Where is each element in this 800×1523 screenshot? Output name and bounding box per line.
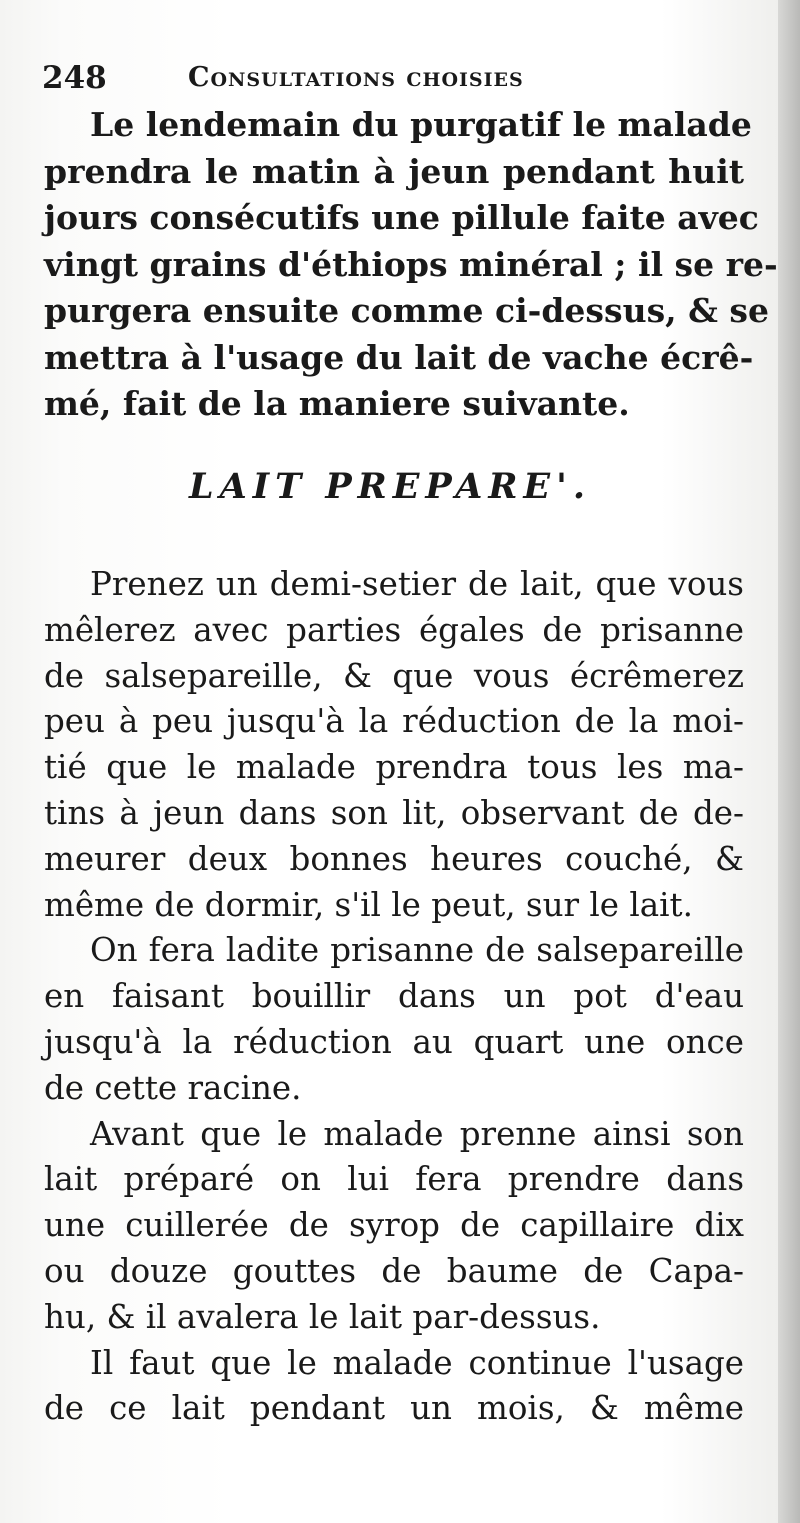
text-line: de salsepareille, & que vous écrêmerez — [44, 656, 744, 695]
text-line: Avant que le malade prenne ainsi son — [90, 1114, 744, 1153]
text-line: peu à peu jusqu'à la réduction de la moi- — [44, 702, 744, 741]
paragraph-1 — [44, 102, 778, 428]
text-line: même de dormir, s'il le peut, sur le lait. — [44, 885, 693, 924]
running-head: Consultations choisies — [188, 62, 524, 93]
text-line: On fera ladite prisanne de salsepareille — [90, 931, 744, 970]
text-line: mettra à l'usage du lait de vache écrê- — [44, 337, 754, 377]
text-line: jours consécutifs une pillule faite avec — [44, 198, 759, 237]
page-edge-shadow — [778, 0, 800, 1523]
paragraph-5 — [44, 1341, 744, 1433]
text-line: mêlerez avec parties égales de prisanne — [44, 610, 744, 649]
text-line: lait préparé on lui fera prendre dans — [44, 1160, 744, 1199]
paragraph-4 — [44, 1112, 744, 1341]
text-line: vingt grains d'éthiops minéral ; il se re- — [44, 244, 778, 284]
text-line: Le lendemain du purgatif le malade — [90, 105, 752, 144]
paragraph-3 — [44, 928, 744, 1111]
text-line: meurer deux bonnes heures couché, & — [44, 839, 744, 878]
section-title: LAIT PREPARE'. — [188, 466, 592, 507]
text-line: en faisant bouillir dans un pot d'eau — [44, 977, 744, 1016]
page-header — [40, 60, 740, 104]
page-number: 248 — [42, 60, 107, 96]
paragraph-2 — [44, 562, 744, 928]
text-line: prendra le matin à jeun pendant huit — [44, 151, 744, 191]
text-line: de ce lait pendant un mois, & même — [44, 1389, 744, 1428]
text-line: hu, & il avalera le lait par-dessus. — [44, 1297, 601, 1336]
text-line: jusqu'à la réduction au quart une once — [44, 1022, 744, 1061]
text-line: tins à jeun dans son lit, observant de de- — [44, 793, 744, 832]
text-line: Prenez un demi-setier de lait, que vous — [90, 565, 744, 603]
text-line: mé, fait de la maniere suivante. — [44, 384, 630, 423]
text-line: Il faut que le malade continue l'usage — [90, 1343, 744, 1382]
text-line: tié que le malade prendra tous les ma- — [44, 748, 744, 787]
text-line: ou douze gouttes de baume de Capa- — [44, 1251, 744, 1290]
body-text — [44, 562, 744, 1432]
text-line: une cuillerée de syrop de capillaire dix — [44, 1206, 744, 1245]
text-line: de cette racine. — [44, 1068, 302, 1107]
text-line: purgera ensuite comme ci-dessus, & se — [44, 291, 769, 330]
